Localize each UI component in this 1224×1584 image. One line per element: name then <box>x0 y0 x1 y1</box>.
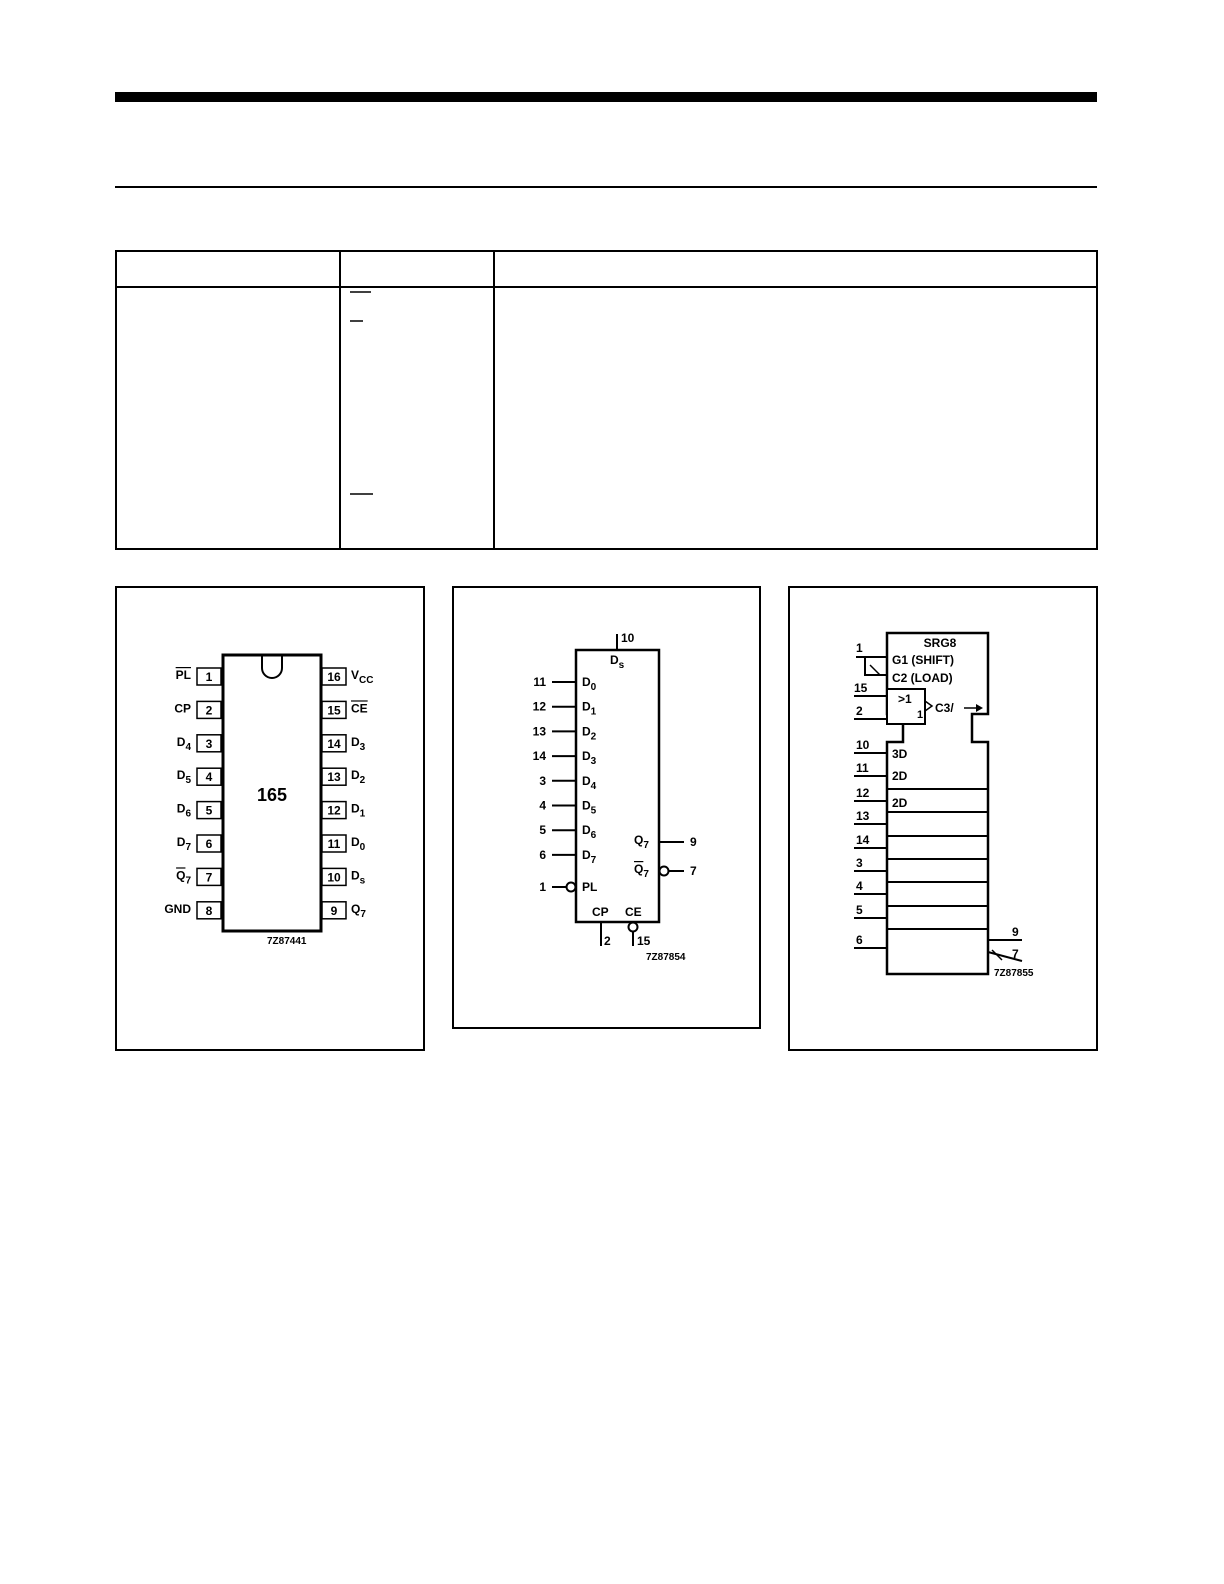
pin-name-left-name: D <box>176 734 186 749</box>
iec-logic-symbol-panel <box>788 586 1098 1051</box>
pin-number-left: 3 <box>205 736 213 751</box>
g1-label: G1 (SHIFT) <box>892 653 954 667</box>
header-rule-thick <box>115 92 1097 102</box>
input-label-name: D <box>582 724 591 739</box>
cell-pin-number: 14 <box>856 833 870 847</box>
pin-number-left: 8 <box>205 903 213 918</box>
pin-name-left-name: Q <box>176 868 186 883</box>
pin-name-right <box>351 735 366 753</box>
input-label-name: D <box>582 798 591 813</box>
pin-name-left-subscript: 7 <box>185 875 191 887</box>
pin-description-table <box>115 250 1098 550</box>
or-gate-label: >1 <box>898 692 912 706</box>
pin-number-right: 13 <box>327 770 341 785</box>
output-pin-number-9: 9 <box>1012 925 1019 939</box>
pin-name-right-name: D <box>351 734 360 749</box>
pin-name-right-subscript: 2 <box>359 775 366 787</box>
pin-name-left <box>174 701 191 715</box>
pin-name-right-name: D <box>351 768 360 783</box>
iec-logic-symbol-diagram <box>790 588 1096 1049</box>
pin-number-right: 9 <box>330 903 338 918</box>
pin-name-left-name: D <box>176 835 186 849</box>
or-gate-output-label: 1 <box>917 709 924 721</box>
c2-label: C2 (LOAD) <box>892 671 953 685</box>
figure-code: 7Z87441 <box>267 936 307 947</box>
pin-name-left-name: PL <box>175 668 191 682</box>
cell-label: 2D <box>892 769 908 783</box>
pin-name-right-subscript: 0 <box>359 842 366 853</box>
input-pin-number: 14 <box>532 749 546 764</box>
pin-name-right-subscript: 7 <box>360 908 366 920</box>
ce-label: CE <box>625 905 642 919</box>
chip-label: 165 <box>256 785 288 805</box>
input-label-subscript: 5 <box>590 805 597 817</box>
cell-pin-number: 6 <box>856 933 863 947</box>
logic-symbol-panel <box>452 586 761 1029</box>
output-pin-number-7: 7 <box>1012 947 1019 961</box>
cell-pin-number: 3 <box>856 856 863 870</box>
cell-pin-number: 5 <box>856 903 863 917</box>
input-label-subscript: 6 <box>590 830 597 842</box>
ce-pin-number: 15 <box>637 934 651 948</box>
input-label-name: D <box>582 749 591 764</box>
pin-number-right: 15 <box>327 703 341 718</box>
pin-name-left <box>177 802 192 820</box>
cell-pin-number: 13 <box>856 809 870 823</box>
ds-label-name: D <box>610 653 619 667</box>
pin-name-right <box>351 701 368 715</box>
input-pin-number: 6 <box>539 847 546 862</box>
input-label-subscript: 1 <box>590 706 597 718</box>
cell-label: 3D <box>892 747 908 761</box>
pin-name-right <box>351 902 366 920</box>
input-label-subscript: 2 <box>590 731 597 743</box>
pin-name-left <box>176 868 191 886</box>
dynamic-marker <box>870 665 880 675</box>
pin-name-right <box>351 835 366 853</box>
pin-number-left: 4 <box>205 770 213 785</box>
cell-pin-number: 10 <box>856 738 870 752</box>
figure-code: 7Z87855 <box>994 968 1034 979</box>
ctrl-pin-number-1: 1 <box>856 641 863 655</box>
pin-name-right-subscript: CC <box>359 675 374 686</box>
pin-name-right-subscript: 1 <box>359 808 366 820</box>
pin-name-left-subscript: 7 <box>185 842 191 853</box>
input-label-name: D <box>582 773 591 788</box>
input-label-subscript: 7 <box>590 854 597 866</box>
pin-name-left-subscript: 6 <box>185 808 191 820</box>
pin-number-left: 1 <box>205 670 213 684</box>
cp-label: CP <box>592 905 609 919</box>
input-label-subscript: 4 <box>590 780 597 792</box>
pin-name-left-name: GND <box>164 901 191 916</box>
output-label-subscript: 7 <box>643 869 649 880</box>
pin-configuration-diagram <box>117 588 423 1049</box>
input-label-name: D <box>582 847 591 862</box>
input-label-subscript: 3 <box>590 756 597 768</box>
cell-pin-number: 4 <box>856 879 863 893</box>
output-pin-number: 9 <box>690 835 697 849</box>
output-label-name: Q <box>634 833 644 847</box>
pin-configuration-panel <box>115 586 425 1051</box>
pin-name-right <box>351 868 366 886</box>
ctrl-pin-number-2: 2 <box>856 704 863 718</box>
pin-name-left <box>177 735 192 753</box>
input-label-name: D <box>582 699 591 714</box>
pin-number-left: 2 <box>205 703 213 718</box>
pin-name-left-name: D <box>176 768 186 783</box>
output-label-subscript: 7 <box>643 840 649 851</box>
pin-name-left <box>177 768 192 786</box>
pin-name-left <box>177 835 192 853</box>
pin-number-left: 5 <box>205 803 213 818</box>
logic-symbol-diagram <box>454 588 759 1027</box>
pin-name-right-name: D <box>351 868 360 883</box>
ds-pin-number: 10 <box>621 631 635 645</box>
pin1-branch <box>865 657 887 675</box>
figure-code: 7Z87854 <box>646 952 686 963</box>
pin-number-right: 16 <box>327 670 341 684</box>
pin-name-right-name: D <box>351 801 360 816</box>
pin-name-right <box>351 768 366 786</box>
pin-name-right-name: Q <box>351 901 361 916</box>
input-pin-number: 13 <box>532 724 546 739</box>
pin-name-right <box>351 802 366 820</box>
pl-label: PL <box>582 880 598 894</box>
c3-label: C3/ <box>935 701 954 715</box>
pin-number-left: 7 <box>205 870 213 885</box>
pin-name-left-name: D <box>176 801 186 816</box>
ctrl-pin-number-15: 15 <box>854 681 868 695</box>
ce-inversion-bubble <box>629 923 638 932</box>
pin-name-left <box>176 668 191 682</box>
output-label-name: Q <box>634 862 644 876</box>
output-pin-number: 7 <box>690 864 697 878</box>
pin-name-right-name: V <box>351 668 360 682</box>
cell-pin-number: 12 <box>856 786 870 800</box>
input-pin-number: 12 <box>532 699 546 714</box>
pin-number-right: 12 <box>327 803 341 818</box>
input-label-name: D <box>582 675 591 689</box>
input-pin-number: 4 <box>539 798 546 813</box>
table-border <box>116 251 1097 549</box>
header-rule-thin <box>115 186 1097 188</box>
pin-number-right: 14 <box>327 736 341 751</box>
pin-name-right-subscript: 3 <box>359 741 366 753</box>
pin-name-left-subscript: 5 <box>185 775 191 787</box>
pin-number-right: 10 <box>327 870 341 885</box>
pin-number-right: 11 <box>327 837 341 851</box>
cell-pin-number: 11 <box>856 761 869 775</box>
pin-name-right <box>351 668 373 686</box>
pl-inversion-bubble <box>567 883 576 892</box>
input-pin-number: 11 <box>533 675 546 689</box>
pin-name-left <box>164 902 191 916</box>
input-pin-number: 3 <box>539 773 546 788</box>
input-label-subscript: 0 <box>590 682 597 693</box>
input-pin-number: 5 <box>539 823 546 838</box>
cp-pin-number: 2 <box>604 934 611 948</box>
pin-name-right-name: D <box>351 835 360 849</box>
srg-title: SRG8 <box>923 636 957 650</box>
pin-name-right-name: CE <box>351 701 368 716</box>
ds-label-subscript: s <box>618 660 625 671</box>
output-inversion-bubble <box>660 867 669 876</box>
pin-name-left-name: CP <box>174 701 191 716</box>
pin-number-left: 6 <box>205 837 213 851</box>
pin-name-right-subscript: s <box>359 875 366 887</box>
cell-label: 2D <box>892 796 908 810</box>
pl-pin-number: 1 <box>539 880 546 894</box>
pin-name-left-subscript: 4 <box>185 741 191 753</box>
input-label-name: D <box>582 823 591 838</box>
